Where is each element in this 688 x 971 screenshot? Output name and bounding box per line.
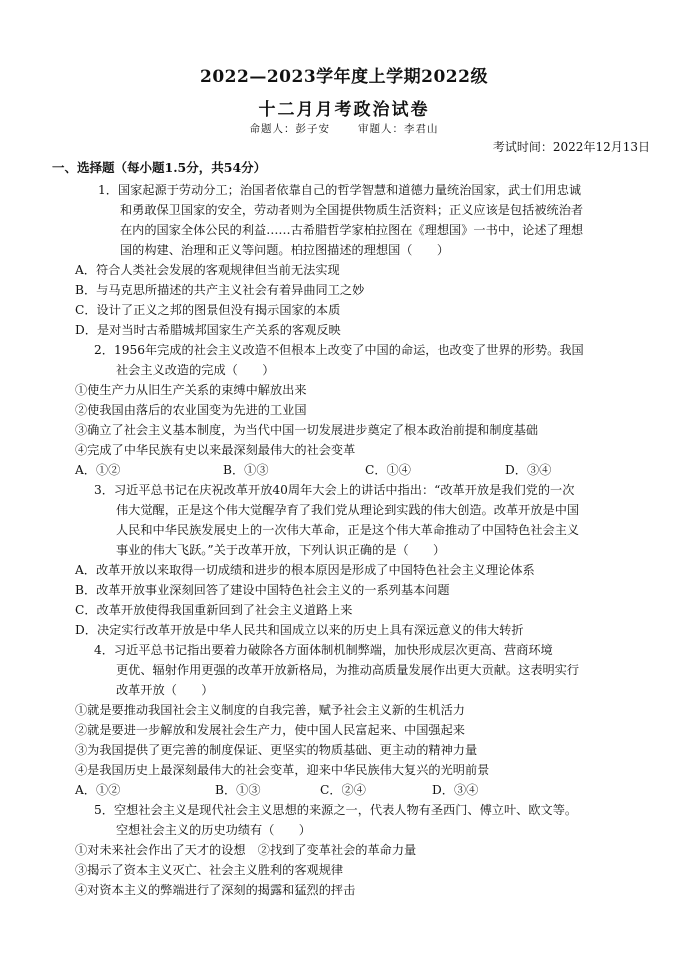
question-3-option-b: B．改革开放事业深刻回答了建设中国特色社会主义的一系列基本问题 [75, 583, 450, 597]
question-2-choice-c: C．①④ [365, 463, 411, 477]
question-4-choice-c: C．②④ [320, 783, 366, 797]
question-1-option-b: B．与马克思所描述的共产主义社会有着异曲同工之妙 [75, 283, 365, 297]
question-4-statement-2: ②就是要进一步解放和发展社会生产力，使中国人民富起来、中国强起来 [75, 723, 465, 737]
authors-line [0, 121, 688, 136]
question-4-line-2: 更优、辐射作用更强的改革开放新格局，为推动高质量发展作出更大贡献。这表明实行 [116, 663, 580, 677]
question-4-choice-a: A．①② [75, 783, 121, 797]
question-3-line-2: 伟大觉醒，正是这个伟大觉醒孕育了我们党从理论到实践的伟大创造。改革开放是中国 [116, 503, 580, 517]
question-4-statement-1: ①就是要推动我国社会主义制度的自我完善，赋予社会主义新的生机活力 [75, 703, 465, 717]
question-4-line-3: 改革开放（ ） [116, 683, 214, 697]
question-2-statement-1: ①使生产力从旧生产关系的束缚中解放出来 [75, 383, 307, 397]
question-5-statement-2: ③揭示了资本主义灭亡、社会主义胜利的客观规律 [75, 863, 344, 877]
question-3-option-a: A．改革开放以来取得一切成绩和进步的根本原因是形成了中国特色社会主义理论体系 [75, 563, 535, 577]
question-3-line-1: 3．习近平总书记在庆祝改革开放40周年大会上的讲话中指出：“改革开放是我们党的一次 [94, 483, 575, 497]
setter: 命题人：彭子安 [249, 123, 330, 135]
question-1-option-a: A．符合人类社会发展的客观规律但当前无法实现 [75, 263, 340, 277]
section-heading: 一、选择题（每小题1.5分，共54分） [52, 160, 267, 175]
question-2-choice-d: D．③④ [505, 463, 552, 477]
question-2-statement-2: ②使我国由落后的农业国变为先进的工业国 [75, 403, 307, 417]
question-3-line-3: 人民和中华民族发展史上的一次伟大革命，正是这个伟大革命推动了中国特色社会主义 [116, 523, 580, 537]
question-3-option-c: C．改革开放使得我国重新回到了社会主义道路上来 [75, 603, 353, 617]
question-2-line-1: 2．1956年完成的社会主义改造不但根本上改变了中国的命运，也改变了世界的形势。我国 [94, 343, 584, 357]
reviewer: 审题人：李君山 [358, 123, 439, 135]
question-1-line-3: 在内的国家全体公民的利益……古希腊哲学家柏拉图在《理想国》一书中，论述了理想 [120, 223, 584, 237]
question-5-statement-3: ④对资本主义的弊端进行了深刻的揭露和猛烈的抨击 [75, 883, 356, 897]
exam-subtitle: 十二月月考政治试卷 [258, 100, 430, 120]
question-4-choice-d: D．③④ [432, 783, 479, 797]
question-2-choice-a: A．①② [75, 463, 121, 477]
question-4-choices [0, 780, 688, 800]
question-1-line-2: 和勇敢保卫国家的安全，劳动者则为全国提供物质生活资料；正义应该是包括被统治者 [120, 203, 584, 217]
question-2-line-2: 社会主义改造的完成（ ） [116, 363, 275, 377]
question-4-statement-4: ④是我国历史上最深刻最伟大的社会变革，迎来中华民族伟大复兴的光明前景 [75, 763, 490, 777]
question-5-line-2: 空想社会主义的历史功绩有（ ） [116, 823, 311, 837]
question-4-choice-b: B．①③ [215, 783, 261, 797]
question-5-statement-1: ①对未来社会作出了天才的设想 ②找到了变革社会的革命力量 [75, 843, 417, 857]
exam-time: 考试时间：2022年12月13日 [492, 140, 650, 154]
question-3-option-d: D．决定实行改革开放是中华人民共和国成立以来的历史上具有深远意义的伟大转折 [75, 623, 524, 637]
question-2-choices [0, 460, 688, 480]
question-2-choice-b: B．①③ [223, 463, 269, 477]
question-1-option-d: D．是对当时古希腊城邦国家生产关系的客观反映 [75, 323, 341, 337]
question-3-line-4: 事业的伟大飞跃。”关于改革开放，下列认识正确的是（ ） [116, 543, 446, 557]
exam-title: 2022—2023学年度上学期2022级 [200, 67, 488, 87]
questions [0, 180, 688, 900]
question-4-statement-3: ③为我国提供了更完善的制度保证、更坚实的物质基础、更主动的精神力量 [75, 743, 478, 757]
question-1-line-4: 国的构建、治理和正义等问题。柏拉图描述的理想国（ ） [120, 243, 450, 257]
question-1-line-1: 1．国家起源于劳动分工；治国者依靠自己的哲学智慧和道德力量统治国家，武士们用忠诚 [98, 183, 582, 197]
question-2-statement-4: ④完成了中华民族有史以来最深刻最伟大的社会变革 [75, 443, 356, 457]
question-2-statement-3: ③确立了社会主义基本制度，为当代中国一切发展进步奠定了根本政治前提和制度基础 [75, 423, 539, 437]
question-4-line-1: 4．习近平总书记指出要着力破除各方面体制机制弊端，加快形成层次更高、营商环境 [94, 643, 553, 657]
question-1-option-c: C．设计了正义之邦的图景但没有揭示国家的本质 [75, 303, 341, 317]
question-5-line-1: 5．空想社会主义是现代社会主义思想的来源之一，代表人物有圣西门、傅立叶、欧文等。 [94, 803, 578, 817]
